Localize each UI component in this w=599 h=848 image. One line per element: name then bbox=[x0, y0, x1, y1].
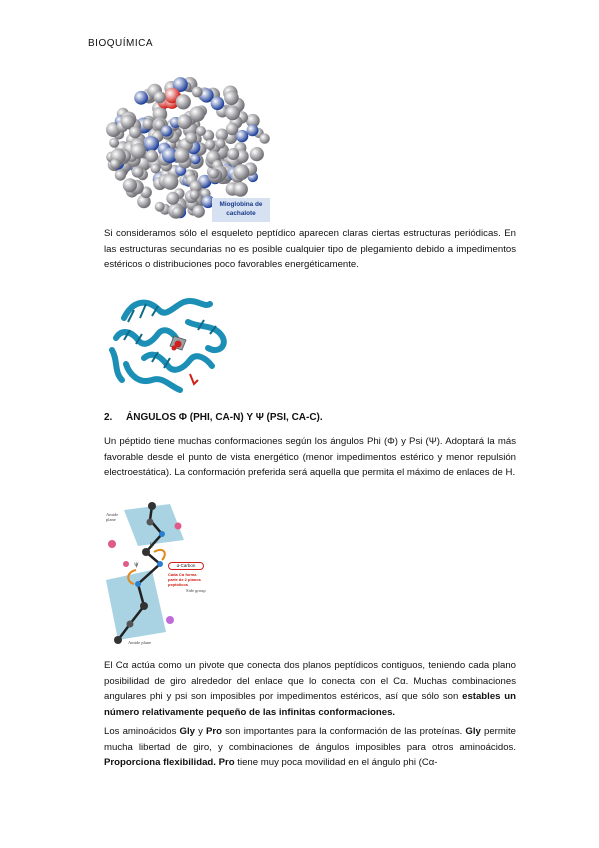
callout-text: Cada Cα forma parte de 2 planos peptídicos bbox=[168, 572, 201, 587]
amide-plane-bottom bbox=[106, 570, 166, 640]
p4-text-1: Los aminoácidos bbox=[104, 726, 180, 737]
helix-d bbox=[188, 322, 224, 350]
atom-sphere bbox=[192, 87, 203, 98]
atom-sphere bbox=[176, 94, 191, 109]
phi-arrow bbox=[154, 550, 165, 560]
section-number: 2. bbox=[104, 412, 113, 423]
atom-sphere bbox=[162, 174, 178, 190]
atom-sphere bbox=[259, 133, 269, 143]
atom-sphere bbox=[234, 164, 250, 180]
atom-sphere bbox=[227, 148, 239, 160]
p4-gly-1: Gly bbox=[179, 726, 196, 737]
p4-gly-2: Gly bbox=[465, 726, 481, 737]
paragraph-3 bbox=[104, 658, 516, 720]
atom-sphere bbox=[133, 167, 144, 178]
atom-sphere bbox=[155, 202, 165, 212]
callout-title: α-Carbon bbox=[168, 562, 204, 570]
atom-sphere bbox=[190, 190, 200, 200]
atom-sphere bbox=[225, 106, 240, 121]
alpha-carbon-callout bbox=[168, 562, 204, 587]
paragraph-3-bold: estables un número relativamente pequeño de las infinitas conformaciones. bbox=[104, 691, 516, 718]
p4-text-3: son importantes para la conformación de las proteínas. bbox=[222, 726, 466, 737]
atom-sphere bbox=[110, 159, 120, 169]
atom-sphere bbox=[226, 123, 239, 136]
atom-sphere bbox=[216, 139, 226, 149]
p4-flexibility: Proporciona flexibilidad. bbox=[104, 757, 216, 769]
paragraph-2: Un péptido tiene muchas conformaciones según los ángulos Phi (Φ) y Psi (Ψ). Adoptará la más favorable desde el punto de vista energético (menor impedimentos estérico y menor repulsión electroestática). La conformación preferida será aquella que permita el máximo de enlaces de H. bbox=[104, 436, 516, 479]
atom-sphere bbox=[236, 130, 248, 142]
helix-a bbox=[124, 301, 210, 318]
atom-sphere bbox=[134, 91, 148, 105]
atom-sphere bbox=[130, 143, 146, 159]
atom-sphere bbox=[109, 138, 119, 148]
caption-line-2: cachalote bbox=[226, 210, 256, 217]
p4-pro-1: Pro bbox=[206, 726, 223, 737]
atom-sphere bbox=[189, 106, 205, 122]
p4-text-6: tiene muy poca movilidad en el ángulo phi (Cα- bbox=[234, 757, 438, 769]
page-header: BIOQUÍMICA bbox=[88, 38, 154, 49]
p4-pro-2: Pro bbox=[218, 757, 235, 769]
label-amide-plane-top: Amide plane bbox=[106, 512, 119, 522]
atom-sphere bbox=[233, 182, 248, 197]
atom-sphere bbox=[224, 91, 239, 106]
atom-sphere bbox=[154, 91, 166, 103]
paragraph-1: Si consideramos sólo el esqueleto peptídico aparecen claras ciertas estructuras periódicas. En las estructuras secundarias no es posible cualquier tipo de plegamiento debido a impedimentos estéricos o distribuciones poco favorables energéticamente. bbox=[104, 228, 516, 271]
section-title: ÁNGULOS Φ (PHI, CA-N) Y Ψ (PSI, CA-C). bbox=[126, 412, 323, 423]
atom-sphere bbox=[146, 150, 159, 163]
caption-line-1: Mioglobina de bbox=[219, 201, 263, 208]
atom-sphere bbox=[174, 148, 189, 163]
atom-sphere bbox=[129, 126, 141, 138]
p4-text-2: y bbox=[195, 726, 207, 737]
atom-sphere bbox=[177, 114, 192, 129]
label-amide-plane-bottom: Amide plane bbox=[128, 640, 152, 645]
figure-caption-box bbox=[212, 198, 270, 222]
atom-sphere bbox=[247, 124, 259, 136]
myoglobin-spacefill-figure bbox=[104, 70, 276, 222]
atom-sphere bbox=[185, 132, 197, 144]
ribbon-image bbox=[104, 288, 238, 400]
paragraph-3-text: El Cα actúa como un pivote que conecta dos planos peptídicos contiguos, teniendo cada plano posibilidad de giro alrededor del enlace que lo conecta con el Cα. Muchas combinaciones angulares phi y psi son imposibles por impedimentos estéricos, así que sólo son bbox=[104, 660, 516, 703]
atom-sphere bbox=[115, 170, 126, 181]
atom-sphere bbox=[161, 125, 172, 136]
atom-sphere bbox=[143, 118, 154, 129]
myoglobin-ribbon-figure bbox=[104, 288, 238, 400]
p4-text-4: permite mucha libertad de giro, y combinaciones de ángulos imposibles para otros aminoácidos. bbox=[104, 726, 516, 753]
atom-sphere bbox=[144, 136, 159, 151]
paragraph-4 bbox=[104, 724, 516, 771]
atom-sphere bbox=[193, 205, 205, 217]
svg-text:ψ: ψ bbox=[134, 561, 139, 568]
svg-text:φ: φ bbox=[150, 541, 155, 548]
section-2-heading bbox=[104, 412, 323, 423]
atom-sphere bbox=[123, 178, 137, 192]
atom-sphere bbox=[211, 97, 225, 111]
atom-sphere bbox=[208, 168, 219, 179]
atom-sphere bbox=[250, 147, 264, 161]
atom-sphere bbox=[205, 140, 215, 150]
atom-sphere bbox=[151, 164, 161, 174]
atom-sphere bbox=[166, 192, 179, 205]
label-side-group: Side group bbox=[186, 588, 206, 593]
loop-a bbox=[112, 350, 122, 380]
atom-sphere bbox=[172, 207, 183, 218]
atom-sphere bbox=[196, 126, 206, 136]
